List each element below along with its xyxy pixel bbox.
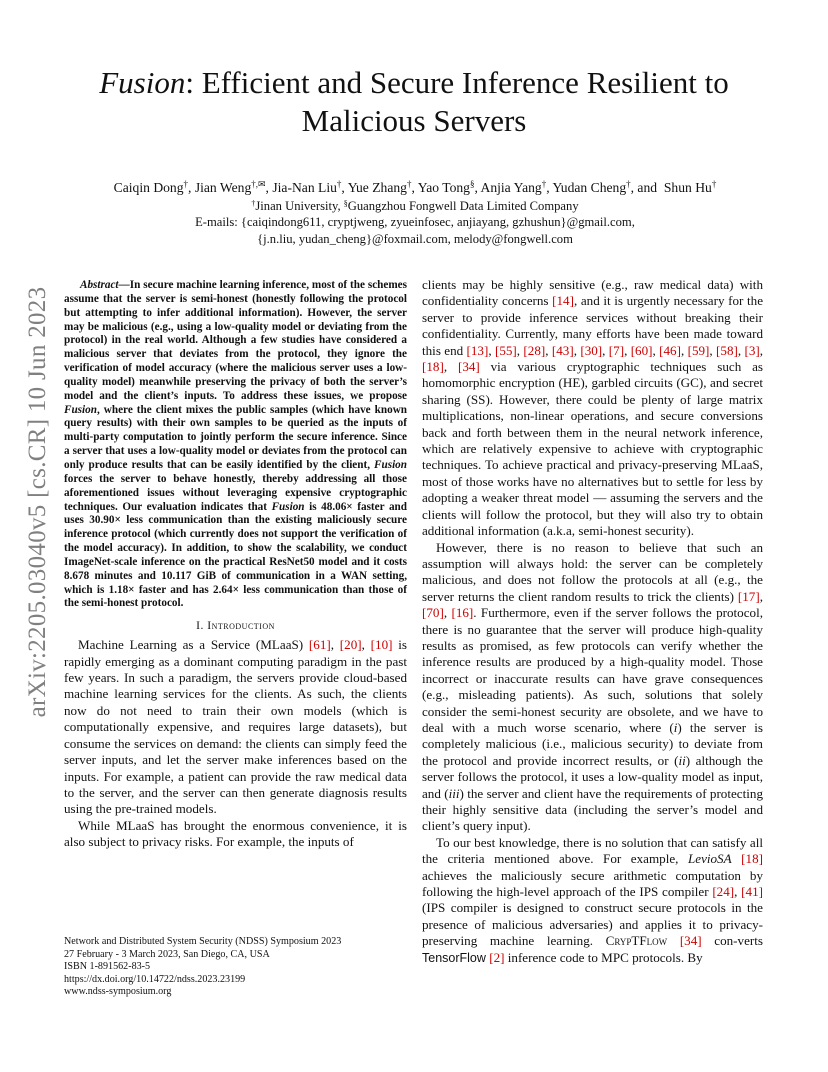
author: Caiqin Dong† xyxy=(113,179,189,195)
citation-link[interactable]: [13] xyxy=(466,342,489,358)
author: Yue Zhang† xyxy=(347,179,412,195)
title-line2: Malicious Servers xyxy=(301,103,527,138)
author: Jia-Nan Liu† xyxy=(272,179,342,195)
citation-link[interactable]: [18] xyxy=(741,851,763,867)
citation-link[interactable]: [7] xyxy=(608,342,625,358)
citation-link[interactable]: [34] xyxy=(679,933,702,949)
author-list: Caiqin Dong†, Jian Weng†,✉, Jia-Nan Liu†, Yue Zhang†, Yao Tong§, Anjia Yang†, Yudan Cheng†, and Shun Hu† xyxy=(113,179,717,195)
citation-link[interactable]: [34] xyxy=(457,359,480,375)
citation-link[interactable]: [20] xyxy=(339,637,362,653)
footnote-line: Network and Distributed System Security (NDSS) Symposium 2023 xyxy=(64,936,342,947)
citation-link[interactable]: [18] xyxy=(422,359,444,375)
authors-and: and xyxy=(637,180,658,195)
title-line1: : Efficient and Secure Inference Resilient to xyxy=(185,65,729,100)
citation-link[interactable]: [10] xyxy=(370,637,393,653)
citation-link[interactable]: [58] xyxy=(716,342,738,358)
citation-link[interactable]: [61] xyxy=(308,637,331,653)
citation-link[interactable]: [24] xyxy=(712,884,735,900)
paper-title xyxy=(64,64,764,140)
citation-link[interactable]: [59] xyxy=(687,342,710,358)
citation-link[interactable]: [28] xyxy=(523,342,546,358)
right-column xyxy=(422,277,763,966)
citation-link[interactable]: [30] xyxy=(580,342,603,358)
intro-paragraph: While MLaaS has brought the enormous convenience, it is also subject to privacy risks. For example, the inputs of xyxy=(64,817,407,850)
abstract: Abstract—In secure machine learning inference, most of the schemes assume that the server is semi-honest (honestly following the protocol but attempting to infer additional information). However, the server may be malicious (e.g., using a low-quality model or deviating from the protocol) in the real world. Although a few studies have considered a malicious server that deviates from the protocol, they ignore the verification of model accuracy (where the malicious server uses a low-quality model) meanwhile preserving the privacy of both the server’s model and the client’s inputs. To address these issues, we propose Fusion, where the client mixes the public samples (which have known query results) with their own samples to be queried as the inputs of multi-party computation to jointly perform the secure inference. Since a server that uses a low-quality model or deviates from the protocol can only produce results that can be easily identified by the client, Fusion forces the server to behave honestly, thereby addressing all those aforementioned issues without leveraging expensive cryptographic techniques. Our evaluation indicates that Fusion is 48.06× faster and uses 30.90× less communication than the existing maliciously secure inference protocol (which currently does not support the verification of the model accuracy). In addition, to show the scalability, we conduct ImageNet-scale inference on the practical ResNet50 model and it costs 8.678 minutes and 10.117 GiB of communication in a WAN setting, which is 1.18× faster and has 2.64× less communication than those of the semi-honest protocol. xyxy=(64,279,407,610)
arxiv-id-text: arXiv:2205.03040v5 [cs.CR] 10 Jun 2023 xyxy=(24,286,51,718)
author: Yao Tong§ xyxy=(417,179,475,195)
arxiv-identifier xyxy=(18,286,58,718)
author: Anjia Yang† xyxy=(480,179,547,195)
citation-link[interactable]: [46] xyxy=(659,342,681,358)
email-line-2: {j.n.liu, yudan_cheng}@foxmail.com, melody@fongwell.com xyxy=(257,232,573,246)
body-paragraph: However, there is no reason to believe that such an assumption will always hold: the server can be completely malicious, and does not follow the protocols at all (e.g., the server returns the client random results to trick the clients) [17], [70], [16]. Furthermore, even if the server follows the protocol, there is no guarantee that the server will produce high-quality results as promised, as few protocols can verify whether the inference results are produced by a high-quality model. Those incorrect or inaccurate results can have grave consequences (e.g., misleading patients). As such, solutions that solely consider the semi-honest security are obsolete, and we have to deal with a much worse scenario, where (i) the server is completely malicious (i.e., malicious security) to deviate from the protocol and provide incorrect results, or (ii) although the server follows the protocol, it uses a low-quality model as input, and (iii) the server and client have the requirements of protecting their highly sensitive data (including the server’s model and client’s query input). xyxy=(422,539,764,834)
intro-paragraph: Machine Learning as a Service (MLaaS) [61], [20], [10] is rapidly emerging as a dominant computing paradigm in the past few years. In such a paradigm, the servers provide cloud-based machine learning services for the clients. As such, the clients now do not need to train their own models (which is computationally expensive, and requires large datasets), but consume the services on demand: the clients can simply feed the server inputs, and let the server make inferences based on the inputs. For example, a patient can provide the raw medical data to the server, and the server can then generate diagnosis results using the pre-trained models. xyxy=(64,637,408,817)
citation-link[interactable]: [70] xyxy=(422,605,444,621)
citation-link[interactable]: [55] xyxy=(494,342,517,358)
author: Yudan Cheng† xyxy=(552,179,631,195)
author: Jian Weng†,✉ xyxy=(194,179,266,195)
citation-link[interactable]: [17] xyxy=(737,588,760,604)
left-column xyxy=(64,279,407,851)
citation-link[interactable]: [41] xyxy=(741,884,763,900)
citation-link[interactable]: [16] xyxy=(451,605,474,621)
footnote-line: ISBN 1-891562-83-5 xyxy=(64,961,151,973)
email-line-1: E-mails: {caiqindong611, cryptjweng, zyueinfosec, anjiayang, gzhushun}@gmail.com, xyxy=(195,215,635,229)
title-emph: Fusion xyxy=(99,65,186,100)
citation-link[interactable]: [2] xyxy=(489,949,505,965)
abstract-label: Abstract xyxy=(80,279,119,291)
citation-link[interactable]: [14] xyxy=(552,293,574,309)
citation-link[interactable]: [3] xyxy=(744,342,760,358)
citation-link[interactable]: [60] xyxy=(630,342,653,358)
footnote-website-link[interactable]: www.ndss-symposium.org xyxy=(64,986,172,998)
section-heading: I. Introduction xyxy=(196,619,275,633)
footnote-line: 27 February - 3 March 2023, San Diego, CA, USA xyxy=(64,948,270,960)
author: Shun Hu† xyxy=(663,179,717,195)
affiliations: †Jinan University, §Guangzhou Fongwell Data Limited Company xyxy=(251,199,579,213)
conference-footnote xyxy=(64,936,404,999)
footnote-doi-link[interactable]: https://dx.doi.org/10.14722/ndss.2023.23199 xyxy=(64,973,246,985)
body-paragraph: To our best knowledge, there is no solution that can satisfy all the criteria mentioned above. For example, LevioSA [18] achieves the maliciously secure arithmetic computation by following the high-level approach of the IPS compiler [24], [41] (IPS compiler is designed to construct secure protocols in the presence of malicious adversaries) and applies it to privacy-preserving machine learning. CrypTFlow [34] con-verts TensorFlow [2] inference code to MPC protocols. By xyxy=(422,834,763,965)
citation-link[interactable]: [43] xyxy=(551,342,574,358)
body-paragraph: clients may be highly sensitive (e.g., raw medical data) with confidentiality concerns [14], and it is urgently necessary for the server to provide inference services without breaking their confidentiality. Currently, many efforts have been made toward this end [13], [55], [28], [43], [30], [7], [60], [46], [59], [58], [3], [18], [34] via various cryptographic techniques such as homomorphic encryption (HE), garbled circuits (GC), and secret sharing (SS). However, there could be plenty of large matrix multiplications, non-linear operations, and secure conversions back and forth between them in the neural network inference, which are relatively expensive to achieve with cryptographic techniques. To achieve practical and privacy-preserving MLaaS, most of those works have no alternatives but to settle for less by adopting a weaker threat model — assuming the servers and the clients will follow the protocol, but they will also try to obtain additional information (a.k.a, semi-honest security). xyxy=(422,277,764,539)
author-emails xyxy=(40,214,790,248)
